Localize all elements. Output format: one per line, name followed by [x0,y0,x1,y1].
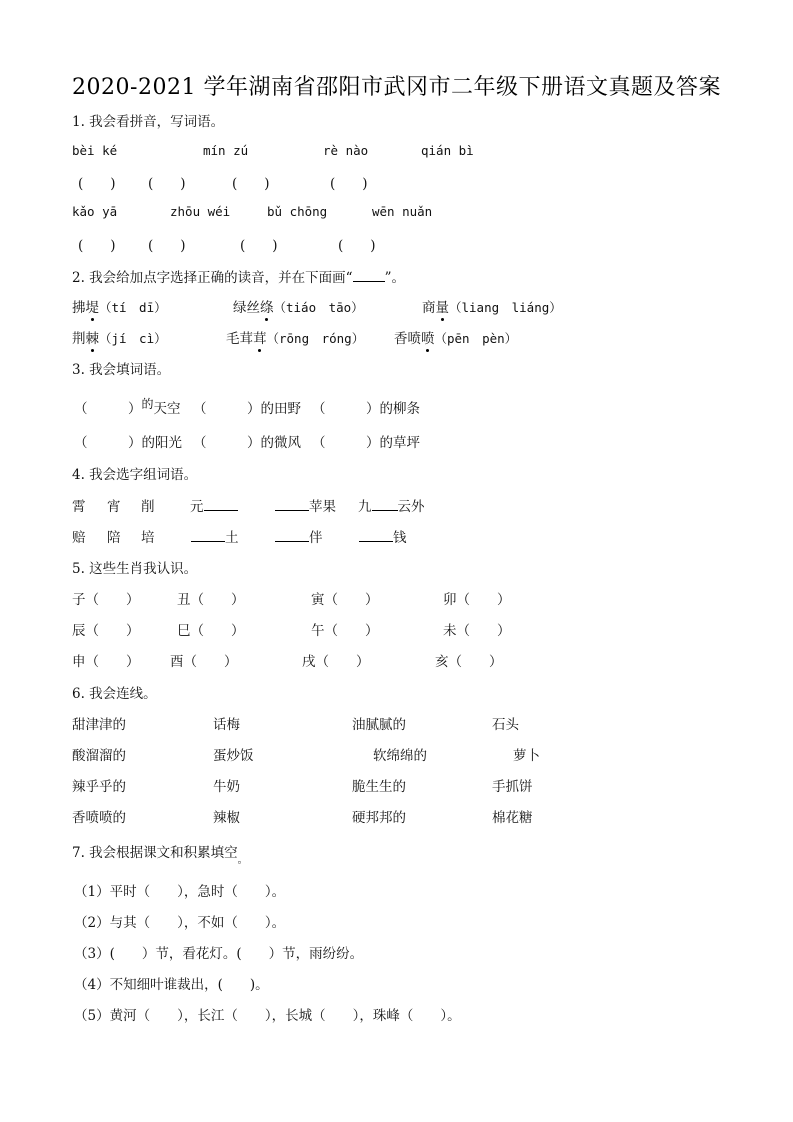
answer-blank[interactable]: （ ） [193,401,261,417]
match-right-item[interactable]: 话梅 [213,717,240,733]
pinyin-2-1: kǎo yā [72,204,118,219]
pinyin-1-3: rè nào [323,143,369,158]
zodiac-item[interactable]: 巳（ ） [177,623,245,639]
word-blank-item [190,495,238,515]
pronunciation-item [233,296,364,316]
answer-underline[interactable] [359,529,393,542]
question-1-heading: 1. 我会看拼音，写词语。 [72,114,225,130]
pinyin-2-3: bǔ chōng [267,204,328,219]
pronunciation-item [72,296,167,316]
word-blank-item [275,526,323,546]
match-right-item[interactable]: 牛奶 [213,779,240,795]
answer-blank[interactable]: ( ) [338,238,376,254]
fill-blank-line[interactable]: （5）黄河（ ），长江（ ），长城（ ），珠峰（ ）。 [74,1008,461,1024]
dotted-char: 喷 [421,331,435,347]
word-part: 的田野 [260,401,301,417]
word-blank-item [191,526,239,546]
dotted-char: 茸 [253,331,267,347]
word-part: 伴 [309,530,323,546]
match-right-item[interactable]: 石头 [492,717,519,733]
word-part: 元 [190,499,204,515]
fill-blank-line[interactable]: （2）与其（ ），不如（ ）。 [74,915,286,931]
match-left-item[interactable]: 甜津津的 [72,717,126,733]
word-part: 的微风 [260,435,301,451]
pronunciation-item [394,327,517,347]
match-left-item[interactable]: 硬邦邦的 [352,810,406,826]
answer-blank[interactable]: ( ) [148,238,186,254]
match-right-item[interactable]: 棉花糖 [492,810,533,826]
pinyin-options[interactable]: （tiáo tāo） [273,300,364,315]
pinyin-1-4: qián bì [421,143,474,158]
question-3-heading: 3. 我会填词语。 [72,362,171,378]
fill-word-item [193,431,301,451]
word-part: 云外 [397,499,425,515]
match-left-item[interactable]: 酸溜溜的 [72,748,126,764]
fill-word-item [74,397,181,417]
answer-blank[interactable]: （ ） [312,435,380,451]
question-5-heading: 5. 这些生肖我认识。 [72,561,198,577]
answer-blank[interactable]: （ ） [74,401,142,417]
answer-blank[interactable]: （ ） [312,401,380,417]
answer-underline[interactable] [191,529,225,542]
zodiac-item[interactable]: 寅（ ） [311,592,379,608]
answer-blank[interactable]: （ ） [74,435,142,451]
char-option: 赔 [72,530,86,546]
match-right-item[interactable]: 蛋炒饭 [213,748,254,764]
answer-blank[interactable]: ( ) [78,176,116,192]
word-part: 的阳光 [141,435,182,451]
word-blank-item [358,495,425,515]
fill-blank-line[interactable]: （1）平时（ ），急时（ ）。 [74,884,286,900]
pinyin-1-1: bèi ké [72,143,118,158]
document-title: 2020-2021 学年湖南省邵阳市武冈市二年级下册语文真题及答案 [72,75,721,100]
word-blank-item [275,495,336,515]
fill-blank-line[interactable]: （4）不知细叶谁裁出，( )。 [74,977,269,993]
word-part: 荆 [72,331,86,347]
dotted-char: 量 [435,300,449,316]
zodiac-item[interactable]: 酉（ ） [170,654,238,670]
heading-text: 2. 我会给加点字选择正确的读音，并在下面画“ [72,270,353,286]
zodiac-item[interactable]: 戌（ ） [302,654,370,670]
question-7-heading [72,841,248,866]
zodiac-item[interactable]: 子（ ） [72,592,140,608]
pinyin-options[interactable]: （pēn pèn） [434,331,518,346]
answer-blank[interactable]: ( ) [148,176,186,192]
match-left-item[interactable]: 香喷喷的 [72,810,126,826]
heading-text-end: ”。 [384,270,405,286]
answer-blank[interactable]: ( ) [78,238,116,254]
answer-blank[interactable]: （ ） [193,435,261,451]
match-left-item[interactable]: 软绵绵的 [373,748,427,764]
answer-blank[interactable]: ( ) [232,176,270,192]
match-right-item[interactable]: 萝卜 [513,748,540,764]
word-part: 天空 [153,401,181,417]
word-part: 绿丝 [233,300,260,316]
char-option: 削 [141,499,155,515]
match-left-item[interactable]: 辣乎乎的 [72,779,126,795]
word-part: 的草坪 [379,435,420,451]
pinyin-options[interactable]: （rōng róng） [266,331,365,346]
word-part: 香喷 [394,331,421,347]
answer-underline[interactable] [372,498,398,511]
char-option: 霄 [72,499,86,515]
zodiac-item[interactable]: 卯（ ） [443,592,511,608]
zodiac-item[interactable]: 申（ ） [72,654,140,670]
pinyin-2-4: wēn nuǎn [372,204,433,219]
word-part: 拂 [72,300,86,316]
heading-text: 7. 我会根据课文和积累填空 [72,845,238,861]
char-option: 陪 [107,530,121,546]
question-6-heading: 6. 我会连线。 [72,686,157,702]
pronunciation-item [226,327,364,347]
pinyin-2-2: zhōu wéi [170,204,231,219]
word-part: 的柳条 [379,401,420,417]
zodiac-item[interactable]: 未（ ） [443,623,511,639]
dotted-char: 绦 [260,300,274,316]
heading-text-end: 。 [237,855,248,866]
fill-word-item [193,397,301,417]
answer-blank[interactable]: ( ) [240,238,278,254]
fill-word-item [312,397,420,417]
pinyin-options[interactable]: （tí dī） [99,300,167,315]
match-left-item[interactable]: 脆生生的 [352,779,406,795]
pinyin-options[interactable]: （jí cì） [99,331,167,346]
answer-underline[interactable] [204,498,238,511]
zodiac-item[interactable]: 辰（ ） [72,623,140,639]
answer-underline[interactable] [275,498,309,511]
answer-blank[interactable]: ( ) [330,176,368,192]
match-left-item[interactable]: 油腻腻的 [352,717,406,733]
zodiac-item[interactable]: 午（ ） [311,623,379,639]
char-option: 培 [141,530,155,546]
char-option: 宵 [107,499,121,515]
match-right-item[interactable]: 手抓饼 [492,779,533,795]
zodiac-item[interactable]: 亥（ ） [435,654,503,670]
word-blank-item [359,526,407,546]
zodiac-item[interactable]: 丑（ ） [177,592,245,608]
word-part: 土 [225,530,239,546]
word-part: 九 [358,499,372,515]
word-part: 毛茸 [226,331,253,347]
question-4-heading: 4. 我会选字组词语。 [72,467,198,483]
underline-sample [353,269,385,282]
word-part: 的 [141,397,154,411]
pinyin-1-2: mín zú [203,143,249,158]
word-part: 苹果 [309,499,336,515]
fill-word-item [74,431,182,451]
word-part: 钱 [393,530,407,546]
match-right-item[interactable]: 辣椒 [213,810,240,826]
dotted-char: 棘 [85,331,99,347]
pronunciation-item [422,296,562,316]
question-2-heading [72,266,405,286]
fill-blank-line[interactable]: （3）( ）节，看花灯。( ）节，雨纷纷。 [74,946,364,962]
pronunciation-item [72,327,167,347]
fill-word-item [312,431,420,451]
pinyin-options[interactable]: （liang liáng） [449,300,562,315]
word-part: 商 [422,300,436,316]
answer-underline[interactable] [275,529,309,542]
dotted-char: 堤 [85,300,99,316]
